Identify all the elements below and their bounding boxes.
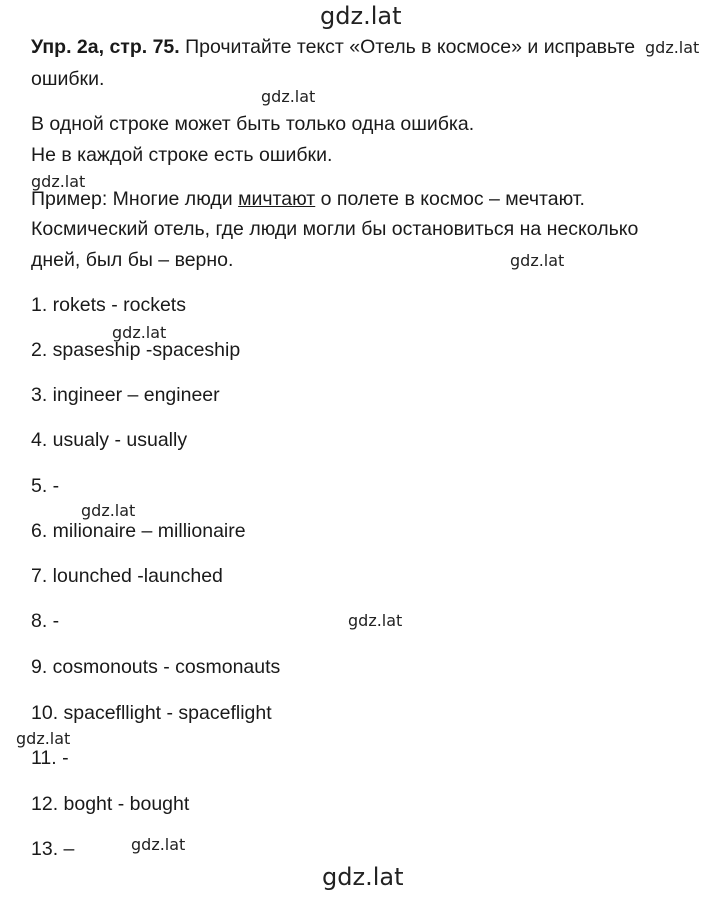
answer-10: 10. spacefllight - spaceflight xyxy=(31,702,272,724)
answer-9: 9. cosmonouts - cosmonauts xyxy=(31,656,281,678)
watermark: gdz.lat xyxy=(261,87,316,106)
watermark: gdz.lat xyxy=(510,251,565,270)
answer-2: 2. spaseship -spaceship xyxy=(31,339,241,361)
example-line xyxy=(31,190,585,210)
answer-7: 7. lounched -launched xyxy=(31,565,223,587)
watermark: gdz.lat xyxy=(31,172,86,191)
task-label: Упр. 2а, стр. 75. xyxy=(31,36,180,58)
watermark: gdz.lat xyxy=(645,38,700,57)
watermark-top: gdz.lat xyxy=(320,2,402,30)
example-suffix: о полете в космос – мечтают. xyxy=(320,188,585,210)
answer-11: 11. - xyxy=(31,747,69,769)
task-instruction-cont: ошибки. xyxy=(31,68,105,90)
answer-12: 12. boght - bought xyxy=(31,793,190,815)
watermark: gdz.lat xyxy=(131,835,186,854)
answer-5: 5. - xyxy=(31,475,60,497)
watermark-bottom: gdz.lat xyxy=(322,863,404,891)
task-header xyxy=(31,38,635,58)
rule-2: Не в каждой строке есть ошибки. xyxy=(31,144,333,166)
example2-line1: Космический отель, где люди могли бы остановиться на несколько xyxy=(31,218,639,240)
rule-1: В одной строке может быть только одна ошибка. xyxy=(31,113,475,135)
answer-13: 13. – xyxy=(31,838,75,860)
task-instruction: Прочитайте текст «Отель в космосе» и исправьте xyxy=(185,36,636,58)
watermark: gdz.lat xyxy=(112,323,167,342)
answer-3: 3. ingineer – engineer xyxy=(31,384,220,406)
watermark: gdz.lat xyxy=(81,501,136,520)
example-prefix: Пример: Многие люди xyxy=(31,188,233,210)
answer-4: 4. usualy - usually xyxy=(31,429,188,451)
example-wrong-word: мичтают xyxy=(238,188,316,210)
answer-8: 8. - xyxy=(31,610,60,632)
answer-1: 1. rokets - rockets xyxy=(31,294,186,316)
watermark: gdz.lat xyxy=(16,729,71,748)
example2-line2: дней, был бы – верно. xyxy=(31,249,234,271)
watermark: gdz.lat xyxy=(348,611,403,630)
answer-6: 6. milionaire – millionaire xyxy=(31,520,246,542)
